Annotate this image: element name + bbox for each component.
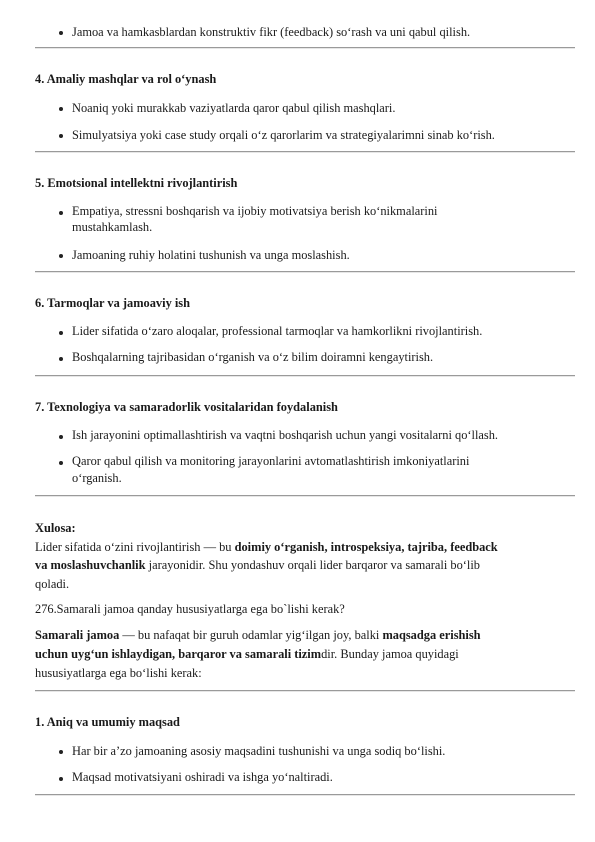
list-item: Har bir a’zo jamoaning asosiy maqsadini tushunishi va unga sodiq bo‘lishi. bbox=[72, 744, 446, 758]
list-item: Lider sifatida o‘zaro aloqalar, professional tarmoqlar va hamkorlikni rivojlantirish. bbox=[72, 324, 483, 338]
answer-text: dir. Bunday jamoa quyidagi bbox=[321, 647, 459, 661]
divider bbox=[35, 794, 575, 796]
bullet-icon bbox=[59, 211, 63, 215]
answer-line: hususiyatlarga ega bo‘lishi kerak: bbox=[35, 666, 202, 680]
bullet-icon bbox=[59, 31, 63, 35]
divider bbox=[35, 495, 575, 497]
list-item: Empatiya, stressni boshqarish va ijobiy motivatsiya berish ko‘nikmalarini bbox=[72, 204, 438, 218]
list-item: Simulyatsiya yoki case study orqali o‘z qarorlarim va strategiyalarimni sinab ko‘rish. bbox=[72, 128, 495, 142]
bullet-icon bbox=[59, 331, 63, 335]
conclusion-line bbox=[35, 540, 498, 555]
bullet-icon bbox=[59, 357, 63, 361]
answer-emphasis: maqsadga erishish bbox=[382, 628, 481, 642]
section-heading: 5. Emotsional intellektni rivojlantirish bbox=[35, 176, 238, 190]
answer-text: — bu nafaqat bir guruh odamlar yig‘ilgan joy, balki bbox=[119, 628, 383, 642]
list-item-continuation: o‘rganish. bbox=[72, 471, 122, 485]
bullet-icon bbox=[59, 107, 63, 111]
answer-line bbox=[35, 628, 481, 643]
answer-line bbox=[35, 647, 459, 662]
section-heading: 6. Tarmoqlar va jamoaviy ish bbox=[35, 296, 191, 310]
list-item: Jamoa va hamkasblardan konstruktiv fikr (feedback) so‘rash va uni qabul qilish. bbox=[72, 25, 471, 39]
answer-emphasis: Samarali jamoa bbox=[35, 628, 120, 642]
conclusion-line bbox=[35, 558, 480, 573]
section-heading: 4. Amaliy mashqlar va rol o‘ynash bbox=[35, 72, 217, 86]
divider bbox=[35, 47, 575, 49]
question-text: 276.Samarali jamoa qanday hususiyatlarga ega bo`lishi kerak? bbox=[35, 602, 345, 616]
list-item: Noaniq yoki murakkab vaziyatlarda qaror qabul qilish mashqlari. bbox=[72, 101, 396, 115]
divider bbox=[35, 151, 575, 153]
conclusion-emphasis: va moslashuvchanlik bbox=[35, 558, 146, 572]
bullet-icon bbox=[59, 134, 63, 138]
divider bbox=[35, 271, 575, 273]
bullet-icon bbox=[59, 461, 63, 465]
bullet-icon bbox=[59, 750, 63, 754]
conclusion-text: Lider sifatida o‘zini rivojlantirish — bu bbox=[35, 540, 235, 554]
conclusion-label: Xulosa: bbox=[35, 521, 76, 535]
conclusion-line: qoladi. bbox=[35, 577, 70, 591]
list-item: Jamoaning ruhiy holatini tushunish va unga moslashish. bbox=[72, 248, 350, 262]
section-heading: 7. Texnologiya va samaradorlik vositalaridan foydalanish bbox=[35, 400, 338, 414]
list-item: Ish jarayonini optimallashtirish va vaqtni boshqarish uchun yangi vositalarni qo‘llash. bbox=[72, 428, 499, 442]
list-item: Maqsad motivatsiyani oshiradi va ishga yo‘naltiradi. bbox=[72, 770, 333, 784]
list-item: Qaror qabul qilish va monitoring jarayonlarini avtomatlashtirish imkoniyatlarini bbox=[72, 454, 470, 468]
bullet-icon bbox=[59, 435, 63, 439]
divider bbox=[35, 375, 575, 377]
list-item-continuation: mustahkamlash. bbox=[72, 220, 153, 234]
section-heading: 1. Aniq va umumiy maqsad bbox=[35, 715, 180, 729]
conclusion-text: jarayonidir. Shu yondashuv orqali lider barqaror va samarali bo‘lib bbox=[145, 558, 480, 572]
bullet-icon bbox=[59, 254, 63, 258]
conclusion-emphasis: doimiy o‘rganish, introspeksiya, tajriba, feedback bbox=[234, 540, 498, 554]
answer-emphasis: uchun uyg‘un ishlaydigan, barqaror va samarali tizim bbox=[35, 647, 322, 661]
bullet-icon bbox=[59, 777, 63, 781]
list-item: Boshqalarning tajribasidan o‘rganish va o‘z bilim doiramni kengaytirish. bbox=[72, 350, 434, 364]
divider bbox=[35, 690, 575, 692]
